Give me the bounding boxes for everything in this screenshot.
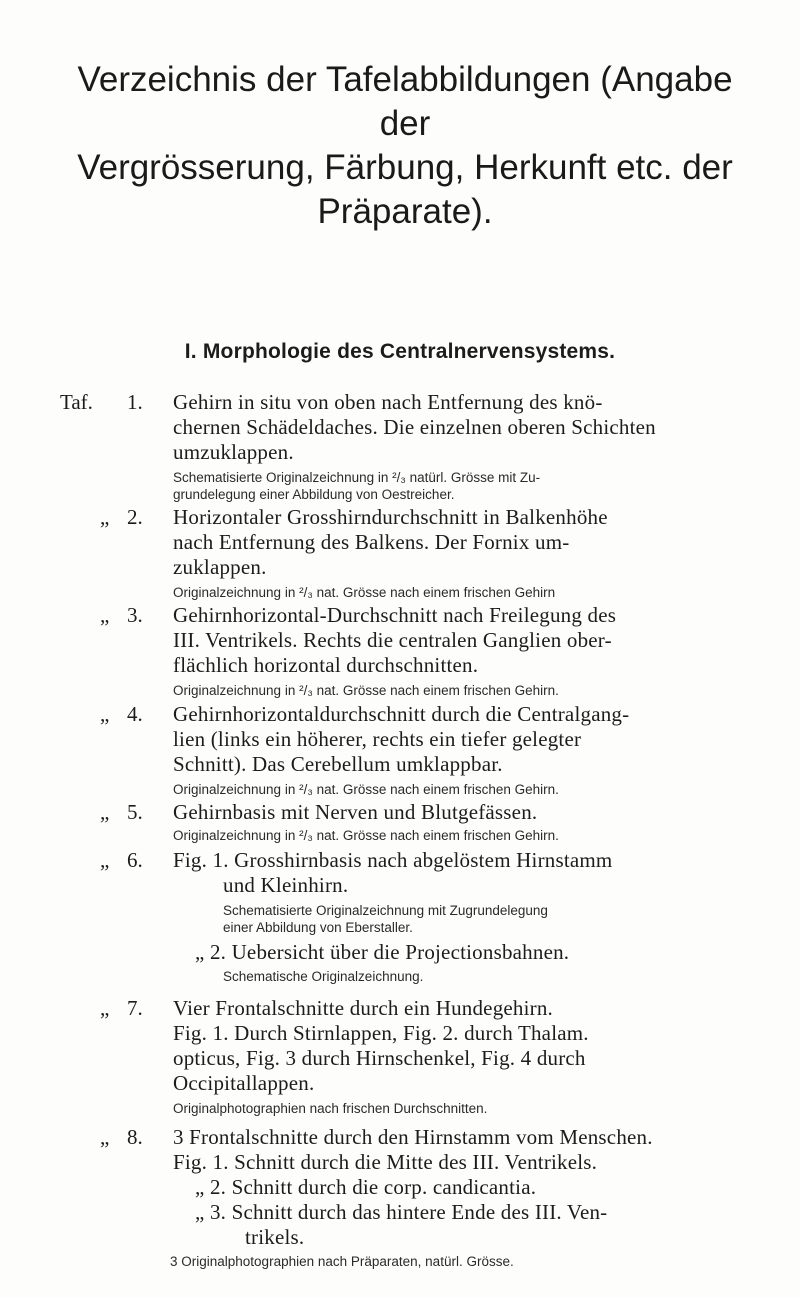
description-line: opticus, Fig. 3 durch Hirnschenkel, Fig. 4 durch	[173, 1046, 586, 1070]
description-line: Fig. 1. Grosshirnbasis nach abgelöstem Hirnstamm	[173, 848, 613, 872]
source-note: einer Abbildung von Eberstaller.	[223, 920, 413, 935]
source-note: Originalzeichnung in ²/₃ nat. Grösse nach einem frischen Gehirn.	[173, 782, 559, 797]
description-line: Fig. 1. Durch Stirnlappen, Fig. 2. durch Thalam.	[173, 1021, 589, 1045]
plate-number: 2.	[127, 505, 143, 529]
description-line: und Kleinhirn.	[223, 873, 349, 897]
description-line: Schnitt). Das Cerebellum umklappbar.	[173, 752, 503, 776]
ditto-mark: „	[100, 996, 110, 1020]
source-note: Originalzeichnung in ²/₃ nat. Grösse nach einem frischen Gehirn.	[173, 683, 559, 698]
page-title-line-1: Verzeichnis der Tafelabbildungen (Angabe der	[77, 60, 733, 143]
ditto-mark: „	[100, 848, 110, 872]
page-title-line-3: Präparate).	[317, 192, 493, 231]
source-note: Originalzeichnung in ²/₃ nat. Grösse nach einem frischen Gehirn.	[173, 828, 559, 843]
description-line: Gehirnbasis mit Nerven und Blutgefässen.	[173, 800, 538, 824]
description-line: flächlich horizontal durchschnitten.	[173, 653, 479, 677]
ditto-mark: „	[100, 603, 110, 627]
plate-number: 3.	[127, 603, 143, 627]
plate-number: 4.	[127, 702, 143, 726]
description-line: chernen Schädeldaches. Die einzelnen oberen Schichten	[173, 415, 656, 439]
ditto-mark: „	[100, 505, 110, 529]
plate-number: 6.	[127, 848, 143, 872]
description-line: nach Entfernung des Balkens. Der Fornix um-	[173, 530, 570, 554]
description-line: umzuklappen.	[173, 440, 294, 464]
description-line: Gehirnhorizontaldurchschnitt durch die Centralgang-	[173, 702, 630, 726]
ditto-mark: „	[100, 800, 110, 824]
source-note: 3 Originalphotographien nach Präparaten, natürl. Grösse.	[170, 1254, 514, 1269]
description-line: Gehirnhorizontal-Durchschnitt nach Freilegung des	[173, 603, 617, 627]
page-title-line-2: Vergrösserung, Färbung, Herkunft etc. der	[77, 148, 733, 187]
description-line: lien (links ein höherer, rechts ein tiefer gelegter	[173, 727, 582, 751]
ditto-mark: „	[100, 702, 110, 726]
sub-figure-line: „ 2. Uebersicht über die Projectionsbahnen.	[195, 940, 570, 964]
ditto-mark: „	[100, 1125, 110, 1149]
description-line: Occipitallappen.	[173, 1071, 315, 1095]
description-line: 3 Frontalschnitte durch den Hirnstamm vom Menschen.	[173, 1125, 653, 1149]
section-heading: I. Morphologie des Centralnervensystems.	[184, 340, 616, 363]
plate-prefix: Taf.	[60, 390, 93, 414]
description-line: Horizontaler Grosshirndurchschnitt in Balkenhöhe	[173, 505, 608, 529]
source-note: grundelegung einer Abbildung von Oestreicher.	[173, 487, 455, 502]
description-line: III. Ventrikels. Rechts die centralen Ganglien ober-	[173, 628, 612, 652]
source-note: Schematische Originalzeichnung.	[223, 969, 424, 984]
description-line: trikels.	[245, 1225, 305, 1249]
plate-number: 5.	[127, 800, 143, 824]
plate-number: 8.	[127, 1125, 143, 1149]
plate-number: 1.	[127, 390, 143, 414]
plate-number: 7.	[127, 996, 143, 1020]
description-line: Gehirn in situ von oben nach Entfernung des knö-	[173, 390, 603, 414]
description-line: Fig. 1. Schnitt durch die Mitte des III. Ventrikels.	[173, 1150, 598, 1174]
description-line: Vier Frontalschnitte durch ein Hundegehirn.	[173, 996, 553, 1020]
source-note: Schematisierte Originalzeichnung in ²/₃ natürl. Grösse mit Zu-	[173, 470, 541, 485]
description-line: „ 2. Schnitt durch die corp. candicantia.	[195, 1175, 537, 1199]
source-note: Originalzeichnung in ²/₃ nat. Grösse nach einem frischen Gehirn	[173, 585, 556, 600]
description-line: zuklappen.	[173, 555, 267, 579]
source-note: Originalphotographien nach frischen Durchschnitten.	[173, 1101, 488, 1116]
description-line: „ 3. Schnitt durch das hintere Ende des III. Ven-	[195, 1200, 608, 1224]
source-note: Schematisierte Originalzeichnung mit Zugrundelegung	[223, 903, 548, 918]
